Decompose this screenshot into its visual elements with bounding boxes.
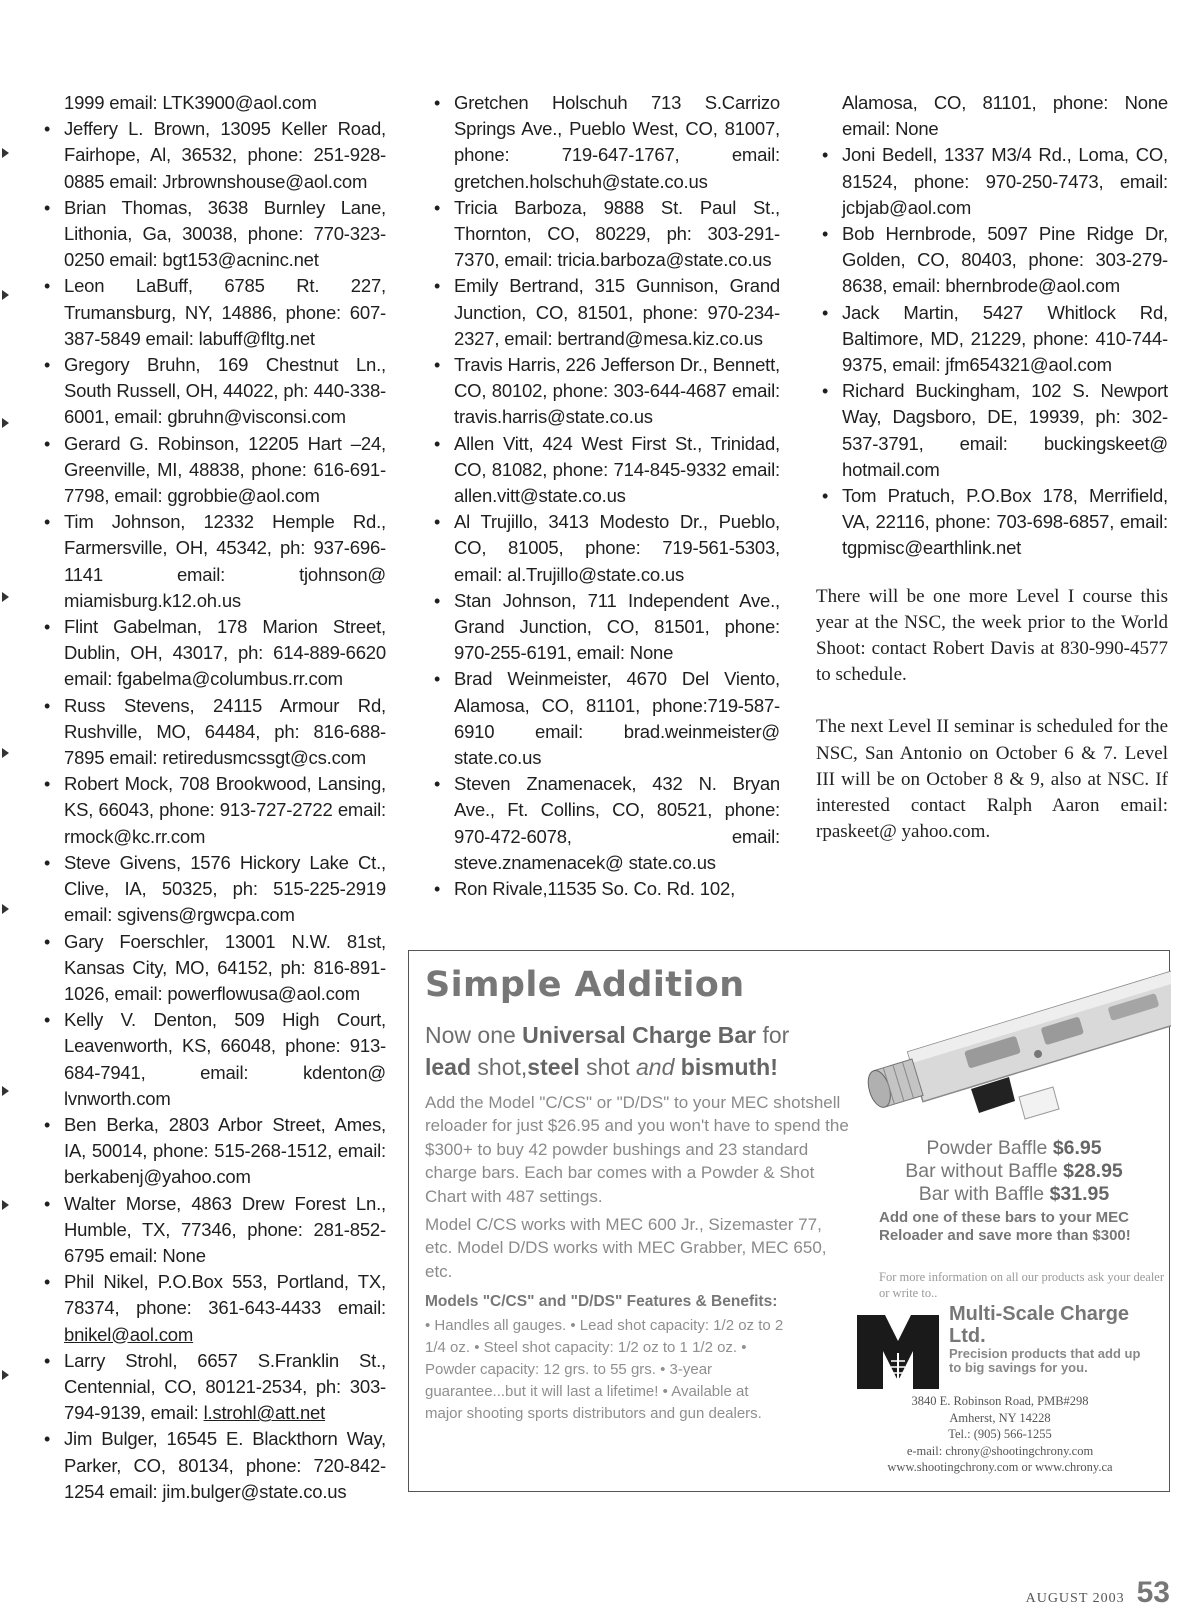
advertisement-box [408, 950, 1170, 1492]
list-item: • Tom Pratuch, P.O.Box 178, Merrifield, VA, 22116, phone: 703-698-6857, email: tgpmisc@earthlink.net [816, 483, 1168, 562]
savings-pitch: Add one of these bars to your MEC Reloader and save more than $300! [879, 1209, 1131, 1244]
price-row: Bar with Baffle $31.95 [918, 1183, 1110, 1205]
contact-column-1 [38, 90, 386, 1505]
ad-subhead-product: Universal Charge Bar [522, 1022, 757, 1048]
email-link[interactable]: l.strohl@att.net [203, 1402, 326, 1424]
company-name: Multi-Scale Charge Ltd. [949, 1303, 1130, 1347]
list-item: • Richard Buckingham, 102 S. Newport Way, Dagsboro, DE, 19939, ph: 302-537-3791, email: buckingskeet@ hotmail.com [816, 378, 1168, 483]
contact-column-3 [816, 90, 1168, 845]
issue-date: AUGUST 2003 [1025, 1591, 1125, 1606]
entry-text: Phil Nikel, P.O.Box 553, Portland, TX, 78374, phone: 361-643-4433 email: [64, 1271, 386, 1319]
ad-title: Simple Addition [425, 965, 745, 1005]
margin-tick [2, 748, 9, 758]
ad-body-main: Add the Model "C/CS" or "D/DS" to your MEC shotshell reloader for just $26.95 and you won't have to spend the $300+ to buy 42 powder bushings and 23 standard charge bars. Each bar comes with a Powder & Shot Chart with 487 settings. [425, 1093, 849, 1206]
address-line: e-mail: chrony@shootingchrony.com [906, 1443, 1094, 1458]
list-item: • Russ Stevens, 24115 Armour Rd, Rushville, MO, 64484, ph: 816-688-7895 email: retiredusmcssgt@cs.com [38, 693, 386, 772]
knob [864, 1059, 923, 1110]
price-row: Bar without Baffle $28.95 [905, 1160, 1123, 1182]
list-item: • Tricia Barboza, 9888 St. Paul St., Thornton, CO, 80229, ph: 303-291-7370, email: tricia.barboza@state.co.us [428, 195, 780, 274]
page-footer [1026, 1576, 1170, 1610]
ad-subhead-text: shot [586, 1054, 630, 1080]
features-heading: Models "C/CS" and "D/DS" Features & Benefits: [425, 1293, 778, 1310]
list-item: • Stan Johnson, 711 Independent Ave., Grand Junction, CO, 81501, phone: 970-255-6191, email: None [428, 588, 780, 667]
list-item: • Joni Bedell, 1337 M3/4 Rd., Loma, CO, 81524, phone: 970-250-7473, email: jcbjab@aol.com [816, 142, 1168, 221]
ad-subhead-text: shot, [477, 1054, 528, 1080]
address-line: Amherst, NY 14228 [949, 1410, 1051, 1425]
margin-tick [2, 148, 9, 158]
ad-subhead-text: Now one [425, 1022, 516, 1048]
ad-subhead-steel: steel [527, 1054, 580, 1080]
margin-tick [2, 418, 9, 428]
margin-tick [2, 1086, 9, 1096]
price-row: Powder Baffle $6.95 [926, 1137, 1102, 1159]
level-two-paragraph: The next Level II seminar is scheduled for the NSC, San Antonio on October 6 & 7. Level III will be on October 8 & 9, also at NSC. If interested contact Ralph Aaron email: rpaskeet@ yahoo.com. [816, 716, 1168, 843]
list-item: • Flint Gabelman, 178 Marion Street, Dublin, OH, 43017, ph: 614-889-6620 email: fgabelma@columbus.rr.com [38, 614, 386, 693]
margin-tick [2, 290, 9, 300]
list-item: • Travis Harris, 226 Jefferson Dr., Bennett, CO, 80102, phone: 303-644-4687 email: travis.harris@state.co.us [428, 352, 780, 431]
baffle-white [1019, 1087, 1059, 1119]
list-item: • Tim Johnson, 12332 Hemple Rd., Farmersville, OH, 45342, ph: 937-696-1141 email: tjohnson@ miamisburg.k12.oh.us [38, 509, 386, 614]
ad-subhead [425, 1019, 845, 1083]
ad-subhead-bismuth: bismuth! [680, 1054, 778, 1080]
list-item: 1999 email: LTK3900@aol.com [64, 92, 317, 113]
entry-text: Larry Strohl, 6657 S.Franklin St., Centennial, CO, 80121-2534, ph: 303-794-9139, email: [64, 1349, 386, 1424]
price-list [869, 1137, 1159, 1206]
address-line: 3840 E. Robinson Road, PMB#298 [911, 1394, 1089, 1408]
list-item: • Bob Hernbrode, 5097 Pine Ridge Dr, Golden, CO, 80403, phone: 303-279-8638, email: bhernbrode@aol.com [816, 221, 1168, 300]
list-item: • Allen Vitt, 424 West First St., Trinidad, CO, 81082, phone: 714-845-9332 email: allen.vitt@state.co.us [428, 431, 780, 510]
contact-column-2 [428, 90, 780, 902]
page-number: 53 [1136, 1576, 1170, 1609]
ad-subhead-and: and [636, 1054, 675, 1080]
list-item: • Jim Bulger, 16545 E. Blackthorn Way, Parker, CO, 80134, phone: 720-842-1254 email: jim.bulger@state.co.us [38, 1426, 386, 1505]
charge-bar [908, 970, 1171, 1102]
margin-tick [2, 1200, 9, 1210]
company-address [855, 1393, 1145, 1476]
list-item: • Steve Givens, 1576 Hickory Lake Ct., Clive, IA, 50325, ph: 515-225-2919 email: sgivens@rgwcpa.com [38, 850, 386, 929]
list-item: • Walter Morse, 4863 Drew Forest Ln., Humble, TX, 77346, phone: 281-852-6795 email: None [38, 1191, 386, 1270]
address-line: Tel.: (905) 566-1255 [948, 1427, 1052, 1441]
charge-bar-image [851, 951, 1171, 1131]
list-item: • Ben Berka, 2803 Arbor Street, Ames, IA, 50014, phone: 515-268-1512, email: berkabenj@yahoo.com [38, 1112, 386, 1191]
email-link[interactable]: bnikel@aol.com [64, 1323, 194, 1345]
list-item: • Kelly V. Denton, 509 High Court, Leavenworth, KS, 66048, phone: 913-684-7941, email: kdenton@ lvnworth.com [38, 1007, 386, 1112]
company-tagline: Precision products that add up to big savings for you. [949, 1346, 1141, 1375]
list-item [38, 1348, 386, 1427]
ad-body-models: Model C/CS works with MEC 600 Jr., Sizemaster 77, etc. Model D/DS works with MEC Grabber, MEC 650, etc. [425, 1215, 827, 1281]
margin-tick [2, 1370, 9, 1380]
margin-tick [2, 904, 9, 914]
list-item: • Gary Foerschler, 13001 N.W. 81st, Kansas City, MO, 64152, ph: 816-891-1026, email: powerflowusa@aol.com [38, 929, 386, 1008]
margin-tick [2, 592, 9, 602]
company-logo-icon [855, 1311, 941, 1391]
list-item: Alamosa, CO, 81101, phone: None email: None [842, 92, 1168, 140]
info-text: For more information on all our products ask your dealer or write to.. [879, 1270, 1164, 1300]
list-item: • Steven Znamenacek, 432 N. Bryan Ave., Ft. Collins, CO, 80521, phone: 970-472-6078, email: steve.znamenacek@ state.co.us [428, 771, 780, 876]
list-item: • Al Trujillo, 3413 Modesto Dr., Pueblo, CO, 81005, phone: 719-561-5303, email: al.Trujillo@state.co.us [428, 509, 780, 588]
list-item: • Leon LaBuff, 6785 Rt. 227, Trumansburg, NY, 14886, phone: 607-387-5849 email: labuff@fltg.net [38, 273, 386, 352]
address-line: www.shootingchrony.com or www.chrony.ca [887, 1460, 1113, 1474]
list-item: • Gretchen Holschuh 713 S.Carrizo Springs Ave., Pueblo West, CO, 81007, phone: 719-647-1767, email: gretchen.holschuh@state.co.us [428, 90, 780, 195]
list-item: • Emily Bertrand, 315 Gunnison, Grand Junction, CO, 81501, phone: 970-234-2327, email: bertrand@mesa.kiz.co.us [428, 273, 780, 352]
list-item: • Brian Thomas, 3638 Burnley Lane, Lithonia, Ga, 30038, phone: 770-323-0250 email: bgt153@acninc.net [38, 195, 386, 274]
list-item [38, 1269, 386, 1348]
list-item: • Jack Martin, 5427 Whitlock Rd, Baltimore, MD, 21229, phone: 410-744-9375, email: jfm654321@aol.com [816, 300, 1168, 379]
list-item: • Jeffery L. Brown, 13095 Keller Road, Fairhope, Al, 36532, phone: 251-928-0885 email: Jrbrownshouse@aol.com [38, 116, 386, 195]
list-item: • Brad Weinmeister, 4670 Del Viento, Alamosa, CO, 81101, phone:719-587-6910 email: brad.weinmeister@ state.co.us [428, 666, 780, 771]
list-item: • Gregory Bruhn, 169 Chestnut Ln., South Russell, OH, 44022, ph: 440-338-6001, email: gbruhn@visconsi.com [38, 352, 386, 431]
ad-subhead-text: for [762, 1022, 790, 1048]
level-one-paragraph: There will be one more Level I course this year at the NSC, the week prior to the World Shoot: contact Robert Davis at 830-990-4577 to schedule. [816, 585, 1168, 686]
list-item: • Ron Rivale,11535 So. Co. Rd. 102, [428, 876, 780, 902]
ad-subhead-lead: lead [425, 1054, 472, 1080]
features-list: • Handles all gauges. • Lead shot capacity: 1/2 oz to 2 1/4 oz. • Steel shot capacity: 1/2 oz to 1 1/2 oz. • Powder capacity: 12 grs. to 55 grs. • 3-year guarantee...but it will last a lifetime! • Available at major shooting sports distributors and gun dealers. [425, 1317, 784, 1422]
list-item: • Robert Mock, 708 Brookwood, Lansing, KS, 66043, phone: 913-727-2722 email: rmock@kc.rr.com [38, 771, 386, 850]
list-item: • Gerard G. Robinson, 12205 Hart –24, Greenville, MI, 48838, phone: 616-691-7798, email: ggrobbie@aol.com [38, 431, 386, 510]
